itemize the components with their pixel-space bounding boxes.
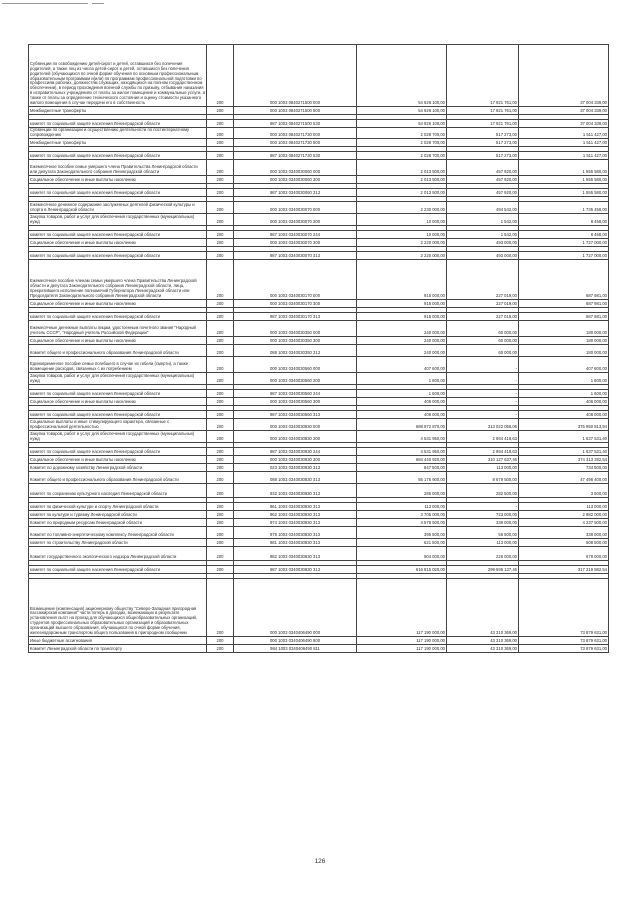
row-approved: 3 705 000,00 [357,511,447,519]
row-code: 200 [207,45,234,107]
row-executed: 227 019,00 [447,300,519,308]
row-kbk: 000 1003 0340406490 000 [234,579,357,637]
table-row [29,176,609,184]
row-name: Социальное обеспечение и иные выплаты населению [29,176,207,184]
row-name: Социальное обеспечение и иные выплаты населению [29,300,207,308]
row-executed: 17 921 761,00 [447,45,519,107]
row-approved: 4 531 950,00 [357,448,447,456]
row-executed: 56 500,00 [447,527,519,539]
row-approved: 395 500,00 [357,527,447,539]
row-name: комитет по социальной защите населения Ленинградской области [29,152,207,160]
row-remaining: 37 004 339,00 [519,107,609,115]
row-executed: 113 000,00 [447,464,519,472]
row-remaining: 1 600,00 [519,373,609,385]
row-code: 200 [207,484,234,498]
row-code: 200 [207,547,234,561]
row-name: Иные бюджетные ассигнования [29,637,207,645]
row-kbk: 000 1003 0340030070 300 [234,239,357,247]
row-approved: 54 926 100,00 [357,107,447,115]
row-executed: 60 000,00 [447,337,519,345]
row-kbk: 088 1003 0340030830 313 [234,472,357,484]
row-approved: 1 600,00 [357,373,447,385]
row-remaining: 37 004 339,00 [519,120,609,128]
row-kbk: 978 1003 0340030830 313 [234,527,357,539]
row-kbk: 961 1003 0340030830 313 [234,503,357,511]
row-remaining: 406 000,00 [519,398,609,406]
row-executed: 723 000,00 [447,511,519,519]
table-row [29,120,609,128]
row-executed: 43 310 369,00 [447,637,519,645]
row-name: Субвенции по организации и осуществлению деятельности по постинтернатному сопровождению [29,128,207,139]
row-code: 200 [207,321,234,337]
row-approved: 407 600,00 [357,357,447,373]
row-name: Социальное обеспечение и иные выплаты населению [29,239,207,247]
row-name: комитет по социальной защите населения Ленинградской области [29,390,207,398]
row-executed: 2 894 418,63 [447,431,519,443]
row-code: 200 [207,152,234,160]
row-approved: 1 600,00 [357,390,447,398]
row-executed: 310 127 637,46 [447,456,519,464]
row-remaining: 8 458,00 [519,231,609,239]
row-name: комитет по физической культуре и спорту Ленинградской области [29,503,207,511]
row-remaining: 375 950 813,94 [519,419,609,431]
row-approved: 847 500,00 [357,464,447,472]
row-name: комитет по социальной защите населения Ленинградской области [29,448,207,456]
row-approved: 915 000,00 [357,313,447,321]
row-kbk: 000 1003 0340030350 000 [234,321,357,337]
row-code: 200 [207,527,234,539]
row-kbk: 023 1003 0340030830 313 [234,464,357,472]
row-code: 200 [207,579,234,637]
row-kbk: 000 1003 0340030070 000 [234,202,357,214]
row-executed: 494 542,00 [447,202,519,214]
row-code: 200 [207,357,234,373]
row-name: комитет по социальной защите населения Ленинградской области [29,189,207,197]
row-remaining: 8 458,00 [519,214,609,226]
row-kbk: 981 1003 0340030830 313 [234,539,357,547]
row-code: 200 [207,456,234,464]
row-approved: 2 013 500,00 [357,176,447,184]
row-code: 200 [207,503,234,511]
table-row [29,484,609,498]
row-approved: 56 176 900,00 [357,472,447,484]
row-name: комитет по культуре и туризму Ленинградской области [29,511,207,519]
row-name: Межбюджетные трансферты [29,107,207,115]
row-name: Ежемесячное денежное содержание заслуженных деятелей физической культуры и спорта в Ленинградской области [29,202,207,214]
row-code: 200 [207,128,234,139]
row-remaining: 1 511 427,00 [519,152,609,160]
row-kbk: 000 1003 0340030830 000 [234,419,357,431]
row-kbk: 000 1003 0840271500 000 [234,45,357,107]
table-row [29,128,609,139]
row-code: 200 [207,260,234,300]
row-kbk: 000 1003 0840271730 500 [234,139,357,147]
row-remaining: 407 600,00 [519,357,609,373]
row-remaining: 73 879 631,00 [519,637,609,645]
row-name: комитет по социальной защите населения Ленинградской области [29,120,207,128]
row-code: 200 [207,239,234,247]
row-kbk: 987 1003 0840271500 530 [234,120,357,128]
row-remaining: 339 000,00 [519,527,609,539]
row-approved: 406 000,00 [357,411,447,419]
row-remaining: 1 727 000,00 [519,252,609,260]
row-executed: 43 310 369,00 [447,579,519,637]
table-row [29,214,609,226]
row-kbk: 000 1003 0840271500 500 [234,107,357,115]
row-name: Ежемесячное пособие семье умершего члена Правительства Ленинградской области или депутата Законодательного собрания Ленинградской области [29,160,207,176]
row-executed: 457 920,00 [447,160,519,176]
row-kbk: 000 1003 0340030170 000 [234,260,357,300]
row-kbk: 962 1003 0340030830 313 [234,511,357,519]
row-approved: 2 013 500,00 [357,160,447,176]
row-kbk: 000 1003 0340406490 800 [234,637,357,645]
row-name: Комитет общего и профессионального образования Ленинградской области [29,472,207,484]
row-executed: 493 000,00 [447,252,519,260]
row-name: Ежемесячное пособие членам семьи умершего члена Правительства Ленинградской области и депутата Законодательного собрания Ленинградской области, лица, прекратившего исполнение полномочий Губернатора Ленинградской области или Председателя Законодательного собрания Ленинградской области [29,260,207,300]
row-name: комитет по строительству Ленинградской области [29,539,207,547]
row-remaining: 73 879 631,00 [519,579,609,637]
row-code: 200 [207,464,234,472]
row-remaining: 180 000,00 [519,337,609,345]
row-code: 200 [207,373,234,385]
row-name: Возмещение (компенсация) акционерному обществу "Северо-Западная пригородная пассажирская компания" части потерь в доходах, возникающих в результате установления льгот на проезд для обучающихся общеобразовательных организаций, студентов профессиональных образовательных организаций и образовательных организаций высшего образования, обучающихся по очной форме обучения, железнодорожным транспортом общего пользования в пригородном сообщении [29,579,207,637]
row-approved: 915 000,00 [357,300,447,308]
row-kbk: 982 1003 0340030830 313 [234,547,357,561]
row-remaining: 1 735 458,00 [519,202,609,214]
row-code: 200 [207,345,234,357]
row-code: 200 [207,139,234,147]
row-kbk: 000 1003 0340030560 300 [234,398,357,406]
row-executed: 2 894 418,63 [447,448,519,456]
row-remaining: 1 600,00 [519,390,609,398]
row-executed: 17 921 761,00 [447,107,519,115]
row-executed: 60 000,00 [447,321,519,337]
row-code: 200 [207,300,234,308]
row-name: Закупка товаров, работ и услуг для обеспечения государственных (муниципальных) нужд [29,373,207,385]
table-row [29,448,609,456]
row-name: Комитет государственного экологического надзора Ленинградской области [29,547,207,561]
row-name: комитет по социальной защите населения Ленинградской области [29,252,207,260]
row-code: 200 [207,448,234,456]
top-rule-right [92,3,104,4]
row-name: Комитет общего и профессионального образования Ленинградской области [29,345,207,357]
row-name: Социальные выплаты и иные стимулирующего характера, связанные с профессиональной деятельностью [29,419,207,431]
table-row [29,472,609,484]
table-row [29,300,609,308]
table-row [29,419,609,431]
row-kbk: 987 1003 0340030170 313 [234,313,357,321]
row-executed: 517 273,00 [447,139,519,147]
row-remaining: 73 879 631,00 [519,645,609,653]
row-approved: 4 531 950,00 [357,431,447,443]
row-name: Социальное обеспечение и иные выплаты населению [29,456,207,464]
table-row [29,456,609,464]
row-code: 200 [207,419,234,431]
row-name: Ежемесячные денежные выплаты лицам, удостоенным почетного звания "Народный учитель СССР", "Народный учитель Российской Федерации" [29,321,207,337]
row-executed: 1 542,00 [447,214,519,226]
row-remaining: 180 000,00 [519,345,609,357]
row-name: Комитет Ленинградской области по транспорту [29,645,207,653]
row-kbk: 000 1003 0340030070 200 [234,214,357,226]
row-executed: 493 000,00 [447,239,519,247]
row-remaining: 3 500,00 [519,484,609,498]
row-remaining: 1 637 531,40 [519,431,609,443]
budget-table [28,44,609,653]
table-row [29,511,609,519]
row-executed: 517 273,00 [447,152,519,160]
row-name: комитет по социальной защите населения Ленинградской области [29,231,207,239]
row-remaining: 2 982 000,00 [519,511,609,519]
row-approved: 2 220 000,00 [357,239,447,247]
row-executed: 313 022 056,06 [447,419,519,431]
row-code: 200 [207,390,234,398]
row-remaining: 180 000,00 [519,321,609,337]
row-executed: - [447,503,519,511]
row-code: 200 [207,645,234,653]
table-row [29,160,609,176]
table-row [29,373,609,385]
table-row [29,357,609,373]
row-approved: 2 230 000,00 [357,202,447,214]
table-row [29,539,609,547]
row-kbk: 000 1003 0840271730 000 [234,128,357,139]
row-code: 200 [207,107,234,115]
table-row [29,519,609,527]
row-kbk: 987 1003 0340030830 244 [234,448,357,456]
row-name: Комитет по дорожному хозяйству Ленинградской области [29,464,207,472]
row-kbk: 000 1003 0340030560 000 [234,357,357,373]
row-executed: - [447,357,519,373]
row-remaining: 734 500,00 [519,464,609,472]
row-remaining: 1 555 580,00 [519,176,609,184]
row-executed: 457 920,00 [447,189,519,197]
row-kbk: 984 1003 0340406490 811 [234,645,357,653]
table-row [29,579,609,637]
row-kbk: 987 1003 0840271730 530 [234,152,357,160]
row-executed: 457 920,00 [447,176,519,184]
row-name: Закупка товаров, работ и услуг для обеспечения государственных (муниципальных) нужд [29,214,207,226]
row-remaining: 1 637 531,40 [519,448,609,456]
row-executed: 227 019,00 [447,260,519,300]
row-name: Комитет по топливно-энергетическому комплексу Ленинградской области [29,527,207,539]
row-approved: 2 028 700,00 [357,152,447,160]
row-approved: 2 220 000,00 [357,252,447,260]
table-row [29,566,609,574]
top-rule-left [2,3,88,4]
row-code: 200 [207,337,234,345]
row-approved: 286 000,00 [357,484,447,498]
row-name: комитет по социальной защите населения Ленинградской области [29,411,207,419]
row-remaining: 1 555 580,00 [519,189,609,197]
row-executed: - [447,390,519,398]
row-remaining: 508 500,00 [519,539,609,547]
row-approved: 240 000,00 [357,337,447,345]
row-remaining: 1 555 580,00 [519,160,609,176]
row-executed: 17 921 761,00 [447,120,519,128]
row-approved: 406 000,00 [357,398,447,406]
table-row [29,345,609,357]
row-executed: 227 019,00 [447,313,519,321]
row-remaining: 687 981,00 [519,300,609,308]
row-code: 200 [207,176,234,184]
row-code: 200 [207,398,234,406]
row-approved: 2 028 700,00 [357,128,447,139]
row-remaining: 113 000,00 [519,503,609,511]
row-approved: 113 000,00 [357,503,447,511]
row-kbk: 000 1003 0340030830 200 [234,431,357,443]
row-kbk: 000 1003 0340030060 300 [234,176,357,184]
row-name: Субвенции по освобождению детей-сирот и детей, оставшихся без попечения родителей, а также лиц из числа детей-сирот и детей, оставшихся без попечения родителей (обучающихся по очной форме обучения по основным профессиональным образовательным программам и(или) по программам профессиональной подготовки по профессиям рабочих, должностям служащих, находящихся на полном государственном обеспечении), в период прохождения военной службы по призыву, отбывания наказания в исправительных учреждениях от платы за жилое помещение и коммунальные услуги, а также от платы за определение технического состояния и оценку стоимости указанного жилого помещения в случае передачи его в собственность [29,45,207,107]
row-approved: 10 000,00 [357,231,447,239]
table-row [29,313,609,321]
budget-table-body [29,45,609,653]
row-approved: 2 028 700,00 [357,139,447,147]
row-remaining: 687 981,00 [519,313,609,321]
table-row [29,431,609,443]
row-approved: 117 190 000,00 [357,637,447,645]
table-row [29,45,609,107]
row-code: 200 [207,120,234,128]
row-approved: 4 578 500,00 [357,519,447,527]
row-code: 200 [207,252,234,260]
row-approved: 688 972 870,00 [357,419,447,431]
row-approved: 54 926 100,00 [357,120,447,128]
row-remaining: 374 313 282,54 [519,456,609,464]
row-approved: 10 000,00 [357,214,447,226]
row-kbk: 987 1003 0340030070 244 [234,231,357,239]
table-row [29,411,609,419]
table-row [29,139,609,147]
row-kbk: 974 1003 0340030830 313 [234,519,357,527]
row-approved: 240 000,00 [357,321,447,337]
row-approved: 621 500,00 [357,539,447,547]
row-approved: 240 000,00 [357,345,447,357]
table-row [29,231,609,239]
row-executed: - [447,398,519,406]
row-approved: 684 440 920,00 [357,456,447,464]
row-kbk: 987 1003 0340030070 313 [234,252,357,260]
table-row [29,337,609,345]
row-code: 200 [207,519,234,527]
row-remaining: 406 000,00 [519,411,609,419]
row-code: 200 [207,313,234,321]
row-kbk: 000 1003 0340030170 300 [234,300,357,308]
row-remaining: 37 004 339,00 [519,45,609,107]
row-remaining: 687 981,00 [519,260,609,300]
row-code: 200 [207,472,234,484]
row-remaining: 1 511 427,00 [519,139,609,147]
table-row [29,527,609,539]
row-kbk: 987 1003 0340030830 313 [234,566,357,574]
row-remaining: 1 511 427,00 [519,128,609,139]
row-approved: 904 000,00 [357,547,447,561]
row-remaining: 4 237 500,00 [519,519,609,527]
row-name: комитет по сохранению культурного наследия Ленинградской области [29,484,207,498]
row-name: Единовременное пособие семье погибшего в случае их гибели (смерти), а также возмещение расходов, связанных с их погребением [29,357,207,373]
row-code: 200 [207,539,234,547]
row-approved: 915 000,00 [357,260,447,300]
row-approved: 616 815 020,00 [357,566,447,574]
row-name: комитет по социальной защите населения Ленинградской области [29,566,207,574]
row-remaining: 1 727 000,00 [519,239,609,247]
row-kbk: 000 1003 0340030350 300 [234,337,357,345]
row-executed: - [447,411,519,419]
row-code: 200 [207,202,234,214]
row-executed: 282 500,00 [447,484,519,498]
row-executed: 299 595 137,46 [447,566,519,574]
row-code: 200 [207,189,234,197]
row-executed: 113 000,00 [447,539,519,547]
row-approved: 2 013 500,00 [357,189,447,197]
row-kbk: 932 1003 0340030830 313 [234,484,357,498]
row-name: Комитет по природным ресурсам Ленинградской области [29,519,207,527]
table-row [29,152,609,160]
row-kbk: 987 1003 0340030560 244 [234,390,357,398]
table-row [29,390,609,398]
row-code: 200 [207,511,234,519]
row-executed: 339 000,00 [447,519,519,527]
row-name: Межбюджетные трансферты [29,139,207,147]
page-number: 126 [314,858,326,865]
table-row [29,239,609,247]
table-row [29,202,609,214]
row-executed: 226 000,00 [447,547,519,561]
row-code: 200 [207,231,234,239]
row-approved: 117 190 000,00 [357,579,447,637]
row-code: 200 [207,411,234,419]
row-kbk: 000 1003 0340030060 000 [234,160,357,176]
row-remaining: 47 496 400,00 [519,472,609,484]
row-code: 200 [207,160,234,176]
row-approved: 54 926 100,00 [357,45,447,107]
row-remaining: 317 219 882,54 [519,566,609,574]
table-row [29,189,609,197]
table-row [29,503,609,511]
row-remaining: 678 000,00 [519,547,609,561]
row-executed: 43 310 369,00 [447,645,519,653]
table-row [29,645,609,653]
table-row [29,107,609,115]
row-kbk: 987 1003 0340030060 313 [234,189,357,197]
row-code: 200 [207,214,234,226]
row-code: 200 [207,566,234,574]
table-row [29,637,609,645]
row-executed: 60 000,00 [447,345,519,357]
row-kbk: 088 1003 0340030350 313 [234,345,357,357]
row-name: Социальное обеспечение и иные выплаты населению [29,398,207,406]
row-kbk: 987 1003 0340030560 313 [234,411,357,419]
row-name: комитет по социальной защите населения Ленинградской области [29,313,207,321]
row-name: Закупка товаров, работ и услуг для обеспечения государственных (муниципальных) нужд [29,431,207,443]
table-row [29,398,609,406]
row-executed: 8 679 500,00 [447,472,519,484]
row-approved: 117 190 000,00 [357,645,447,653]
row-code: 200 [207,431,234,443]
row-executed: 517 273,00 [447,128,519,139]
row-code: 200 [207,637,234,645]
row-executed: - [447,373,519,385]
row-name: Социальное обеспечение и иные выплаты населению [29,337,207,345]
row-kbk: 000 1003 0340030830 300 [234,456,357,464]
table-row [29,464,609,472]
table-row [29,547,609,561]
table-row [29,321,609,337]
row-kbk: 000 1003 0340030560 200 [234,373,357,385]
row-executed: 1 542,00 [447,231,519,239]
table-row [29,260,609,300]
table-row [29,252,609,260]
